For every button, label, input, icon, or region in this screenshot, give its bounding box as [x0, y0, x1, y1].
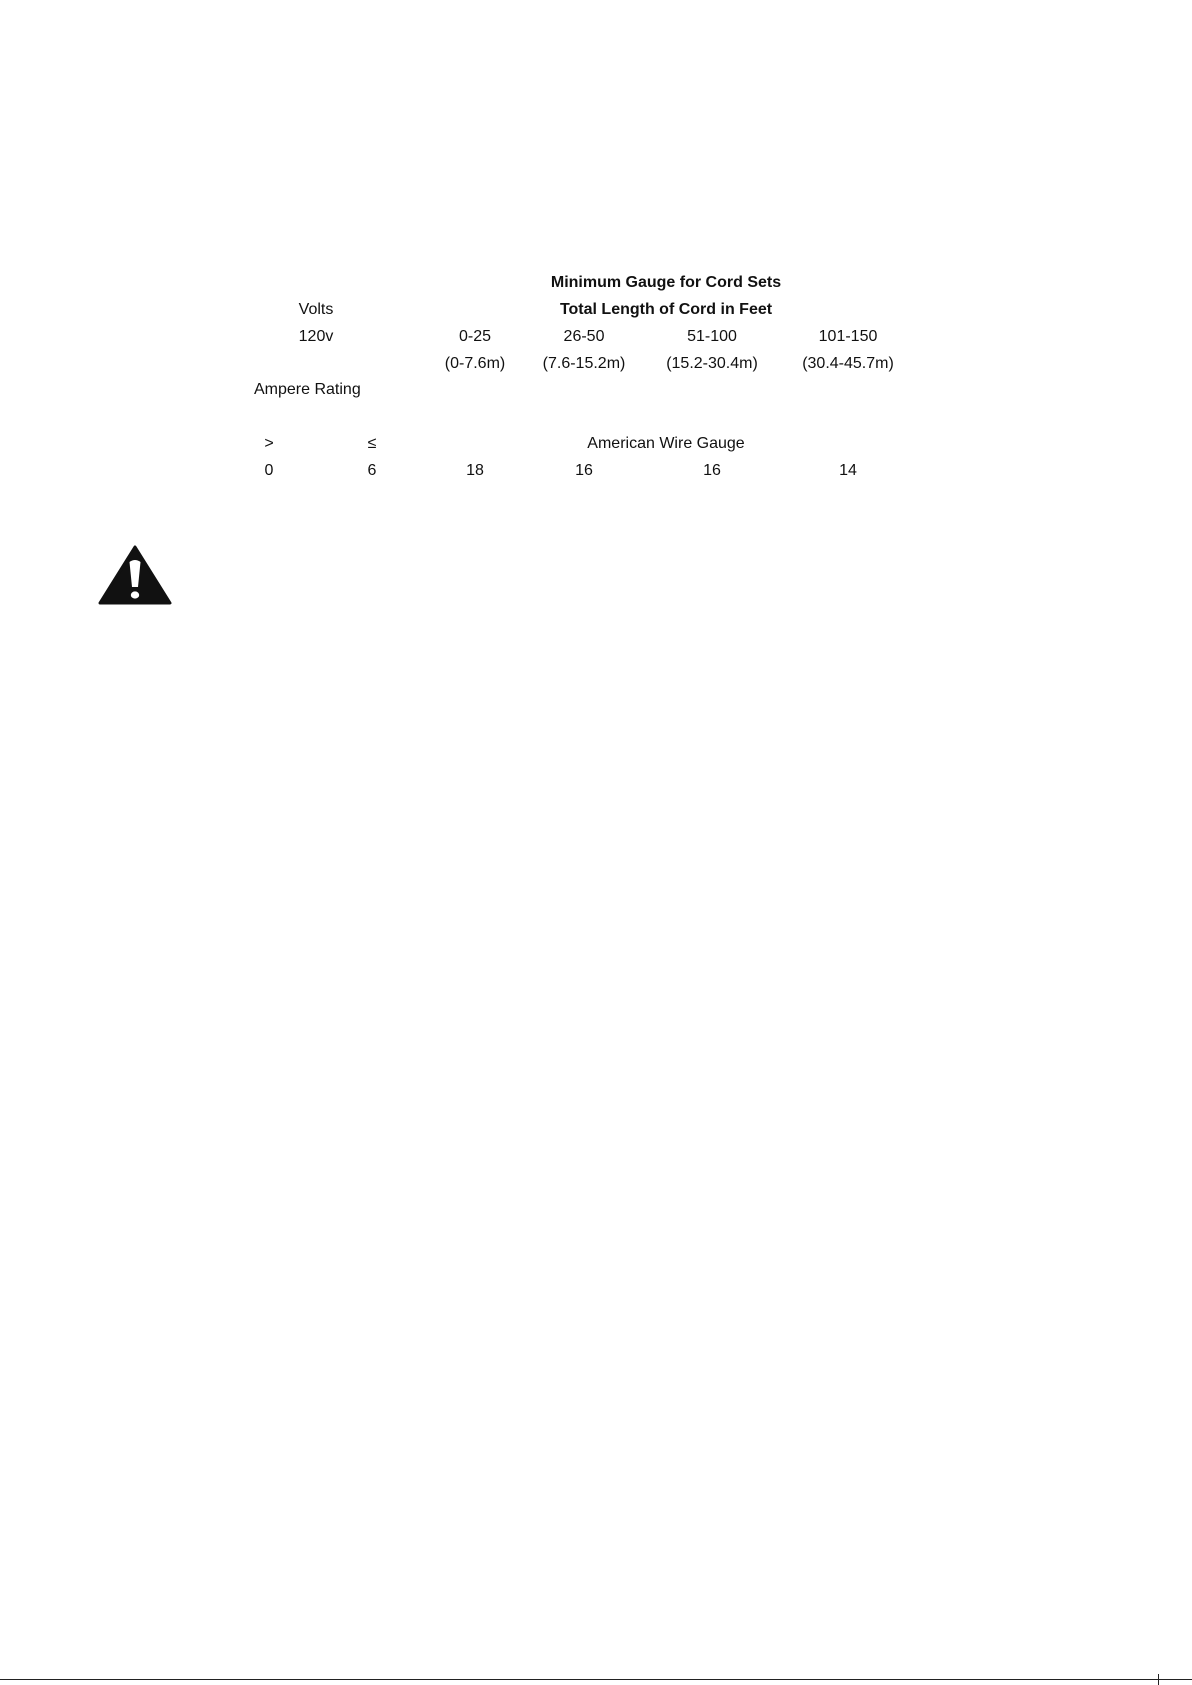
length-ft-1: 0-25: [458, 328, 492, 345]
amp-min: 0: [264, 462, 274, 479]
gauge-4: 14: [839, 462, 857, 479]
footer-tick: [1158, 1674, 1159, 1685]
table-title: Minimum Gauge for Cord Sets: [550, 274, 782, 291]
gauge-2: 16: [575, 462, 593, 479]
volts-label: Volts: [298, 301, 334, 318]
length-ft-3: 51-100: [687, 328, 737, 345]
gauge-1: 18: [466, 462, 484, 479]
volts-value: 120v: [298, 328, 334, 345]
ampere-rating-label: Ampere Rating: [254, 381, 361, 398]
length-m-1: (0-7.6m): [444, 355, 506, 372]
length-ft-2: 26-50: [563, 328, 605, 345]
warning-icon: [98, 545, 172, 605]
length-m-3: (15.2-30.4m): [666, 355, 758, 372]
amp-max: 6: [367, 462, 377, 479]
gauge-label: American Wire Gauge: [587, 435, 745, 452]
length-ft-4: 101-150: [818, 328, 878, 345]
length-m-4: (30.4-45.7m): [802, 355, 894, 372]
footer-rule: [0, 1679, 1192, 1680]
gauge-3: 16: [703, 462, 721, 479]
less-equal-symbol: ≤: [367, 435, 377, 452]
greater-than-symbol: >: [264, 435, 274, 452]
table-subtitle: Total Length of Cord in Feet: [559, 301, 773, 318]
length-m-2: (7.6-15.2m): [542, 355, 626, 372]
